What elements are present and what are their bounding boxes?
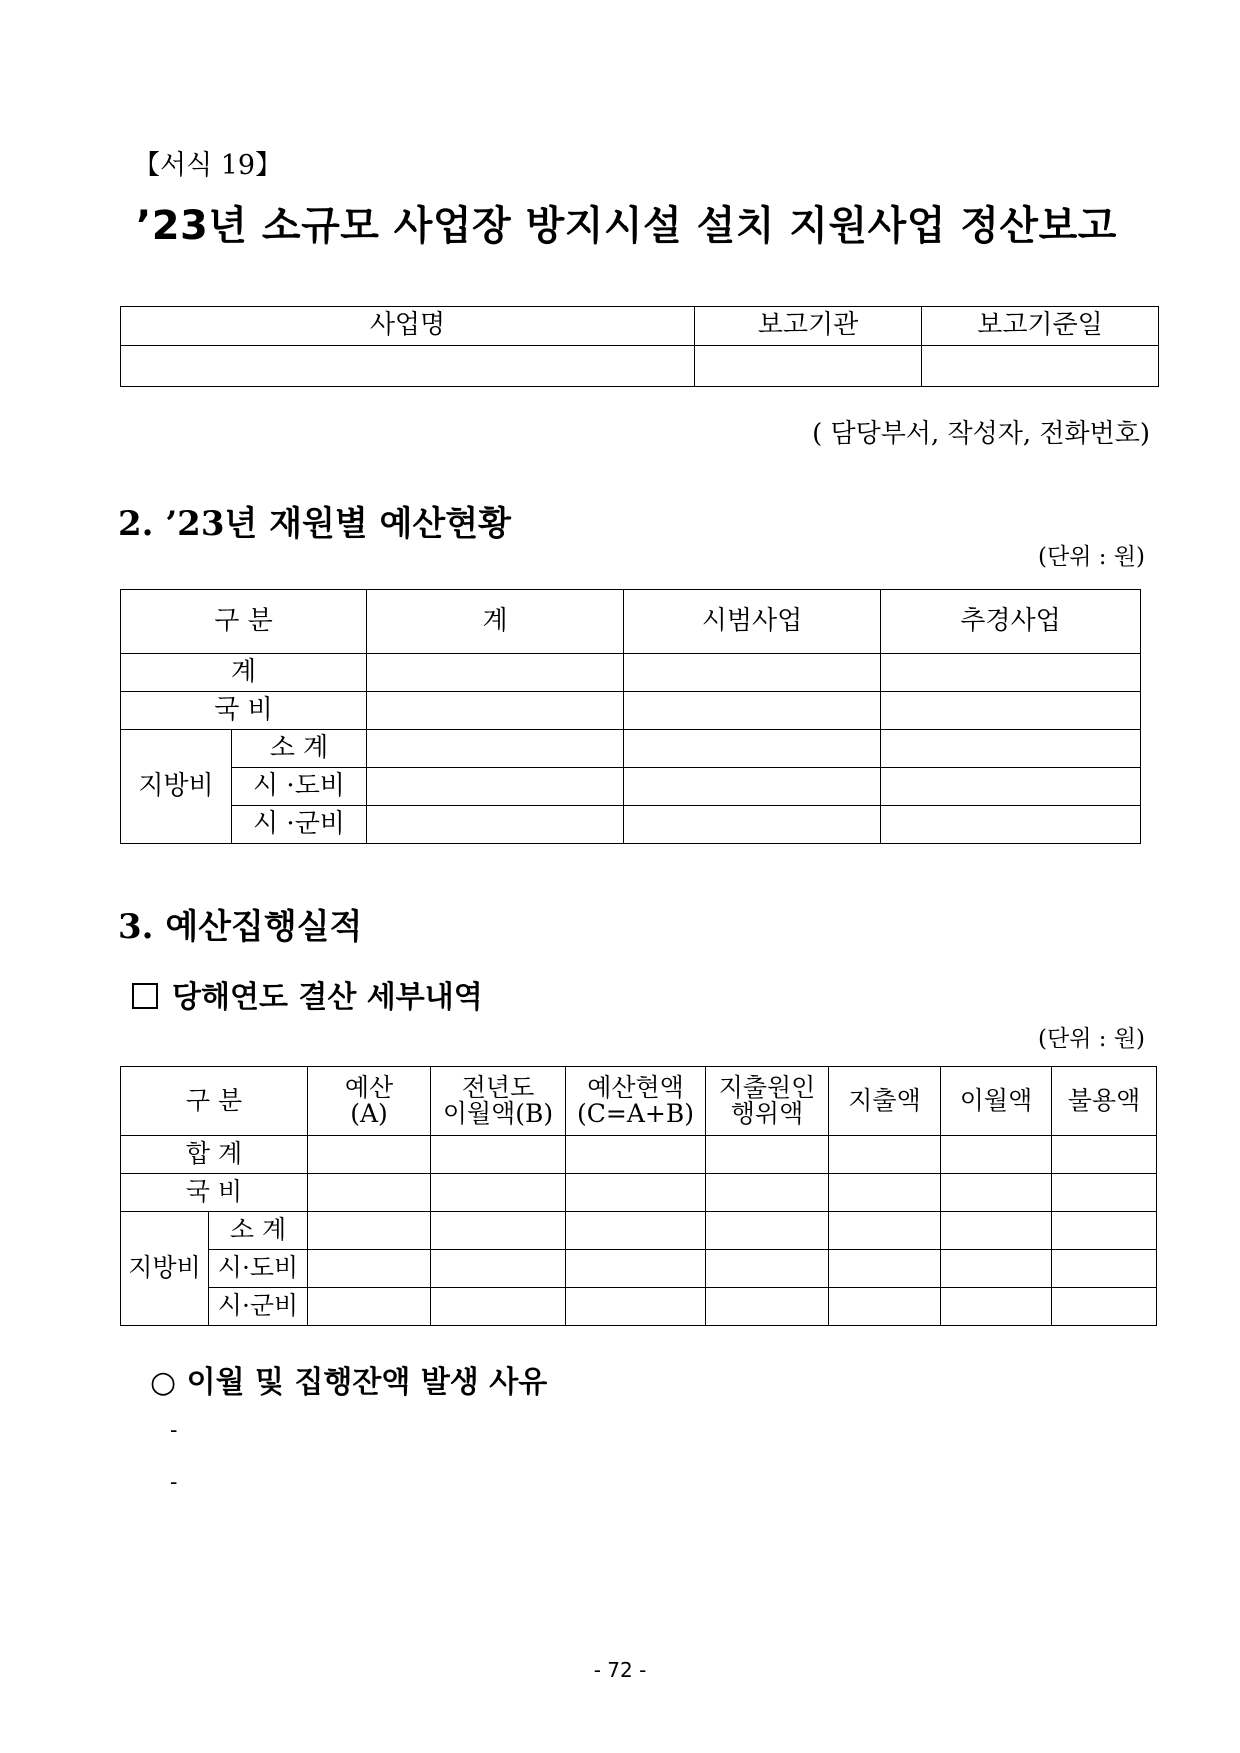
header-report-date: 보고기준일: [922, 307, 1159, 346]
data-cell[interactable]: [881, 692, 1141, 730]
header-budget-line2: (A): [350, 1099, 388, 1128]
row-label-local-group: 지방비: [121, 730, 232, 844]
header-obligation-line1: 지출원인: [718, 1072, 816, 1102]
header-supplementary-project: 추경사업: [881, 590, 1141, 654]
contact-line: ( 담당부서, 작성자, 전화번호): [812, 419, 1150, 449]
cell-report-date[interactable]: [922, 346, 1159, 387]
header-total: 계: [367, 590, 624, 654]
page-number: - 72 -: [593, 1658, 647, 1682]
data-cell[interactable]: [941, 1174, 1052, 1212]
data-cell[interactable]: [1052, 1212, 1157, 1250]
header-current-budget-line2: (C=A+B): [577, 1099, 694, 1128]
data-cell[interactable]: [881, 806, 1141, 844]
data-cell[interactable]: [308, 1174, 431, 1212]
section2-heading: 2. ’23년 재원별 예산현황: [118, 504, 511, 544]
data-cell[interactable]: [367, 692, 624, 730]
data-cell[interactable]: [624, 768, 881, 806]
data-cell[interactable]: [431, 1174, 566, 1212]
data-cell[interactable]: [1052, 1136, 1157, 1174]
header-category: 구 분: [121, 590, 367, 654]
data-cell[interactable]: [431, 1288, 566, 1326]
page-title: ’23년 소규모 사업장 방지시설 설치 지원사업 정산보고: [136, 203, 1117, 249]
row-label-local-subtotal: 소 계: [232, 730, 367, 768]
data-cell[interactable]: [308, 1250, 431, 1288]
row-label-total: 합 계: [121, 1136, 308, 1174]
data-cell[interactable]: [624, 692, 881, 730]
data-cell[interactable]: [1052, 1174, 1157, 1212]
data-cell[interactable]: [367, 806, 624, 844]
checkbox-icon[interactable]: [132, 983, 158, 1009]
reason-item-dash: -: [170, 1470, 178, 1495]
row-label-national: 국 비: [121, 1174, 308, 1212]
subheading-text: 당해연도 결산 세부내역: [172, 980, 483, 1015]
data-cell[interactable]: [1052, 1288, 1157, 1326]
data-cell[interactable]: [829, 1136, 941, 1174]
budget-status-table: [120, 589, 1141, 844]
data-cell[interactable]: [431, 1250, 566, 1288]
data-cell[interactable]: [829, 1174, 941, 1212]
header-current-budget-line1: 예산현액: [587, 1072, 684, 1102]
execution-results-table: [120, 1066, 1157, 1326]
row-label-local-county: 시 ·군비: [232, 806, 367, 844]
data-cell[interactable]: [308, 1288, 431, 1326]
reason-heading: ○ 이월 및 집행잔액 발생 사유: [150, 1365, 548, 1400]
row-label-local-county: 시·군비: [209, 1288, 308, 1326]
data-cell[interactable]: [431, 1136, 566, 1174]
header-obligation: [706, 1067, 829, 1136]
data-cell[interactable]: [1052, 1250, 1157, 1288]
form-number: 【서식 19】: [133, 150, 283, 181]
data-cell[interactable]: [566, 1288, 706, 1326]
section3-unit: (단위 : 원): [1038, 1026, 1145, 1052]
data-cell[interactable]: [624, 654, 881, 692]
section2-unit: (단위 : 원): [1038, 544, 1145, 570]
header-prior-carryover: [431, 1067, 566, 1136]
data-cell[interactable]: [829, 1250, 941, 1288]
data-cell[interactable]: [881, 768, 1141, 806]
data-cell[interactable]: [431, 1212, 566, 1250]
row-label-national: 국 비: [121, 692, 367, 730]
cell-project-name[interactable]: [121, 346, 695, 387]
data-cell[interactable]: [308, 1212, 431, 1250]
data-cell[interactable]: [941, 1250, 1052, 1288]
data-cell[interactable]: [881, 654, 1141, 692]
data-cell[interactable]: [941, 1212, 1052, 1250]
header-unused: 불용액: [1052, 1067, 1157, 1136]
data-cell[interactable]: [829, 1212, 941, 1250]
data-cell[interactable]: [566, 1174, 706, 1212]
row-label-local-subtotal: 소 계: [209, 1212, 308, 1250]
header-prior-carryover-line1: 전년도: [461, 1072, 535, 1102]
data-cell[interactable]: [566, 1250, 706, 1288]
row-label-local-province: 시·도비: [209, 1250, 308, 1288]
data-cell[interactable]: [706, 1212, 829, 1250]
cell-reporting-agency[interactable]: [695, 346, 922, 387]
data-cell[interactable]: [367, 730, 624, 768]
reason-item-dash: -: [170, 1418, 178, 1443]
row-label-local-group: 지방비: [121, 1212, 209, 1326]
header-budget: [308, 1067, 431, 1136]
data-cell[interactable]: [829, 1288, 941, 1326]
row-label-total: 계: [121, 654, 367, 692]
row-label-local-province: 시 ·도비: [232, 768, 367, 806]
section3-subheading: [132, 972, 483, 1016]
header-reporting-agency: 보고기관: [695, 307, 922, 346]
data-cell[interactable]: [367, 768, 624, 806]
header-category: 구 분: [121, 1067, 308, 1136]
data-cell[interactable]: [308, 1136, 431, 1174]
data-cell[interactable]: [624, 806, 881, 844]
header-carried: 이월액: [941, 1067, 1052, 1136]
data-cell[interactable]: [706, 1288, 829, 1326]
header-budget-line1: 예산: [344, 1072, 394, 1102]
data-cell[interactable]: [566, 1136, 706, 1174]
header-project-name: 사업명: [121, 307, 695, 346]
header-spent: 지출액: [829, 1067, 941, 1136]
data-cell[interactable]: [706, 1250, 829, 1288]
report-info-table: [120, 306, 1159, 387]
header-obligation-line2: 행위액: [730, 1099, 804, 1128]
data-cell[interactable]: [706, 1174, 829, 1212]
header-current-budget: [566, 1067, 706, 1136]
data-cell[interactable]: [624, 730, 881, 768]
data-cell[interactable]: [941, 1136, 1052, 1174]
data-cell[interactable]: [566, 1212, 706, 1250]
data-cell[interactable]: [706, 1136, 829, 1174]
section3-heading: 3. 예산집행실적: [118, 907, 363, 947]
header-pilot-project: 시범사업: [624, 590, 881, 654]
data-cell[interactable]: [367, 654, 624, 692]
data-cell[interactable]: [881, 730, 1141, 768]
data-cell[interactable]: [941, 1288, 1052, 1326]
header-prior-carryover-line2: 이월액(B): [442, 1099, 554, 1128]
